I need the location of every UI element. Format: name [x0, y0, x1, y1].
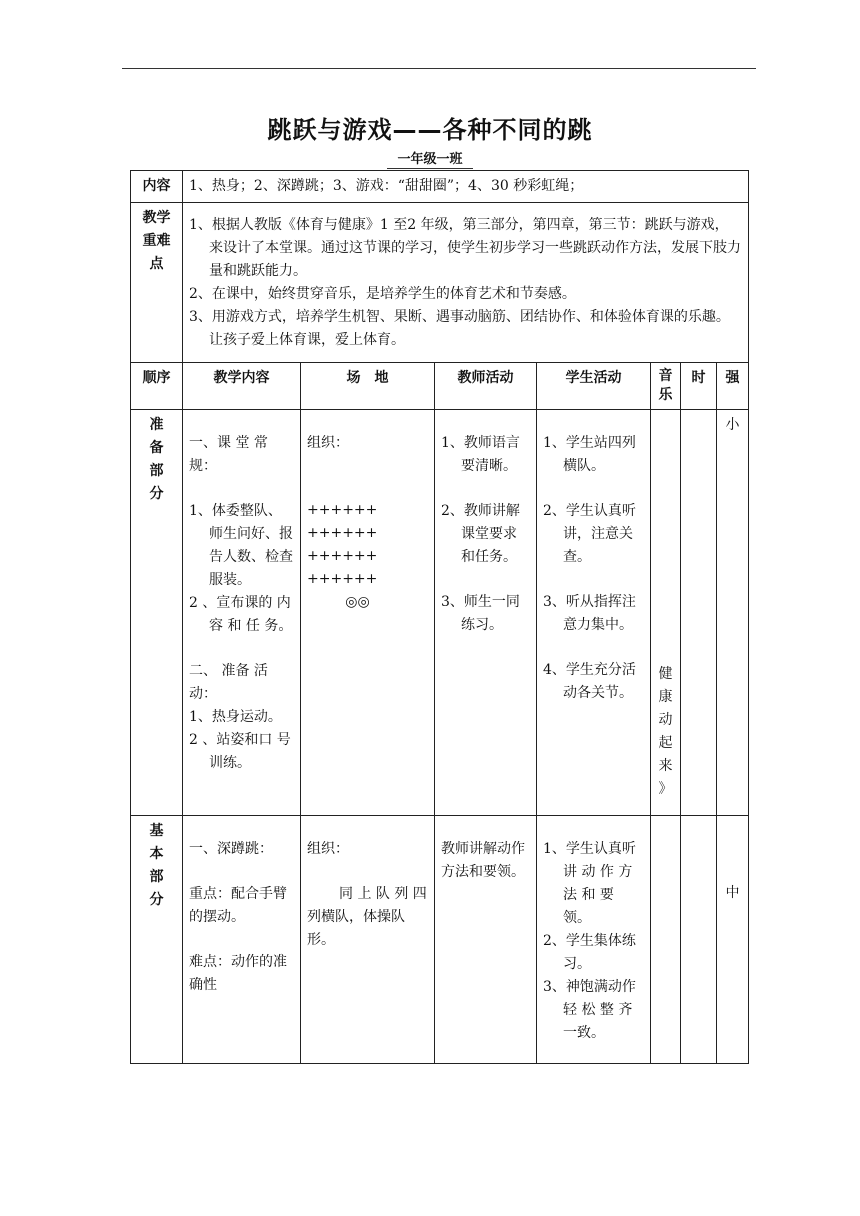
basic-venue-text: 同 上 队 列 四列横队，体操队形。 [307, 886, 427, 948]
prep-time [681, 410, 717, 816]
prep-item: 1、体委整队、师生问好、报告人数、检查服装。 [189, 503, 293, 588]
basic-intensity: 中 [717, 816, 749, 1064]
prep-label-char: 部 [149, 463, 164, 479]
basic-content [183, 816, 301, 1064]
prep-label-char: 备 [149, 440, 164, 456]
focus-item: 2、在课中，始终贯穿音乐，是培养学生的体育艺术和节奏感。 [189, 285, 576, 302]
prep-teacher-item: 1、教师语言要清晰。 [441, 435, 520, 474]
formation-row: ++++++ [307, 571, 378, 587]
formation-row: ++++++ [307, 502, 378, 518]
basic-student [537, 816, 651, 1064]
formation-row: ++++++ [307, 548, 378, 564]
basic-label-char: 基 [149, 823, 164, 839]
basic-student-item: 1、学生认真听 讲 动 作 方 法 和 要 领。 [543, 841, 636, 926]
header-order: 顺序 [131, 363, 183, 410]
prep-venue-org: 组织： [307, 435, 349, 451]
header-rule [122, 68, 756, 69]
music-char: 来 [658, 758, 673, 774]
music-char: 起 [658, 735, 673, 751]
lesson-plan-table [130, 170, 749, 1064]
prep-row [131, 410, 749, 816]
header-teacher: 教师活动 [435, 363, 537, 410]
class-label [0, 148, 860, 167]
focus-text [183, 203, 749, 363]
prep-student-item: 4、学生充分活动各关节。 [543, 662, 636, 701]
header-student: 学生活动 [537, 363, 651, 410]
prep-student-item: 2、学生认真听讲，注意关查。 [543, 503, 636, 565]
basic-difficulty: 难点：动作的准确性 [189, 954, 287, 993]
prep-item: 2 、宣布课的 内 容 和 任 务。 [189, 595, 293, 634]
music-char: 健 [658, 666, 673, 682]
header-row [131, 363, 749, 410]
prep-student-item: 1、学生站四列横队。 [543, 435, 636, 474]
prep-teacher-item: 2、教师讲解课堂要求和任务。 [441, 503, 520, 565]
prep-heading-2: 二、 准备 活 动： [189, 663, 268, 702]
prep-student [537, 410, 651, 816]
focus-item: 3、用游戏方式，培养学生机智、果断、遇事动脑筋、团结协作、和体验体育课的乐趣。让孩子爱上体育课，爱上体育。 [189, 308, 730, 348]
basic-student-item: 2、学生集体练习。 [543, 933, 636, 972]
basic-keypoint: 重点：配合手臂的摆动。 [189, 886, 287, 925]
basic-label-char: 分 [149, 892, 164, 908]
prep-item: 2 、站姿和口 号训练。 [189, 732, 291, 771]
basic-label-char: 部 [149, 869, 164, 885]
basic-student-item: 3、神饱满动作 轻 松 整 齐一致。 [543, 979, 636, 1041]
basic-teacher: 教师讲解动作方法和要领。 [435, 816, 537, 1064]
header-intensity: 强 [717, 363, 749, 410]
basic-venue-org: 组织： [307, 841, 349, 857]
music-char: 康 [658, 689, 673, 705]
content-label: 内容 [131, 171, 183, 203]
prep-label [131, 410, 183, 816]
class-label-text: 一年级一班 [387, 152, 472, 169]
basic-heading: 一、深蹲跳： [189, 841, 273, 857]
focus-label [131, 203, 183, 363]
header-time: 时 [681, 363, 717, 410]
header-venue: 场 地 [301, 363, 435, 410]
prep-student-item: 3、听从指挥注意力集中。 [543, 594, 636, 633]
basic-row [131, 816, 749, 1064]
basic-label-char: 本 [149, 846, 164, 862]
music-char: 动 [658, 712, 673, 728]
content-text: 1、热身；2、深蹲跳；3、游戏：“甜甜圈”；4、30 秒彩虹绳； [183, 171, 749, 203]
prep-item: 1、热身运动。 [189, 709, 282, 725]
focus-label-line: 点 [149, 256, 164, 272]
header-music [651, 363, 681, 410]
basic-label [131, 816, 183, 1064]
music-char: 》 [658, 781, 673, 797]
focus-item: 1、根据人教版《体育与健康》1 至2 年级，第三部分，第四章，第三节：跳跃与游戏，来设计了本堂课。通过这节课的学习，使学生初步学习一些跳跃动作方法，发展下肢力量和跳跃能力。 [189, 216, 741, 279]
header-music-line: 音 [658, 368, 673, 384]
prep-label-char: 分 [149, 486, 164, 502]
prep-music [651, 410, 681, 816]
prep-teacher-item: 3、师生一同练习。 [441, 594, 520, 633]
header-music-line: 乐 [658, 387, 673, 403]
document-title: 跳跃与游戏——各种不同的跳 [267, 116, 593, 144]
prep-intensity: 小 [717, 410, 749, 816]
prep-content [183, 410, 301, 816]
focus-row [131, 203, 749, 363]
focus-label-line: 教学 [142, 210, 171, 226]
basic-venue [301, 816, 435, 1064]
prep-venue [301, 410, 435, 816]
header-content: 教学内容 [183, 363, 301, 410]
content-row [131, 171, 749, 203]
basic-music [651, 816, 681, 1064]
teacher-position-mark: ◎◎ [345, 594, 370, 610]
formation-row: ++++++ [307, 525, 378, 541]
prep-heading-1: 一、课 堂 常 规： [189, 435, 268, 474]
basic-time [681, 816, 717, 1064]
prep-label-char: 准 [149, 417, 164, 433]
prep-teacher [435, 410, 537, 816]
focus-label-line: 重难 [142, 233, 171, 249]
